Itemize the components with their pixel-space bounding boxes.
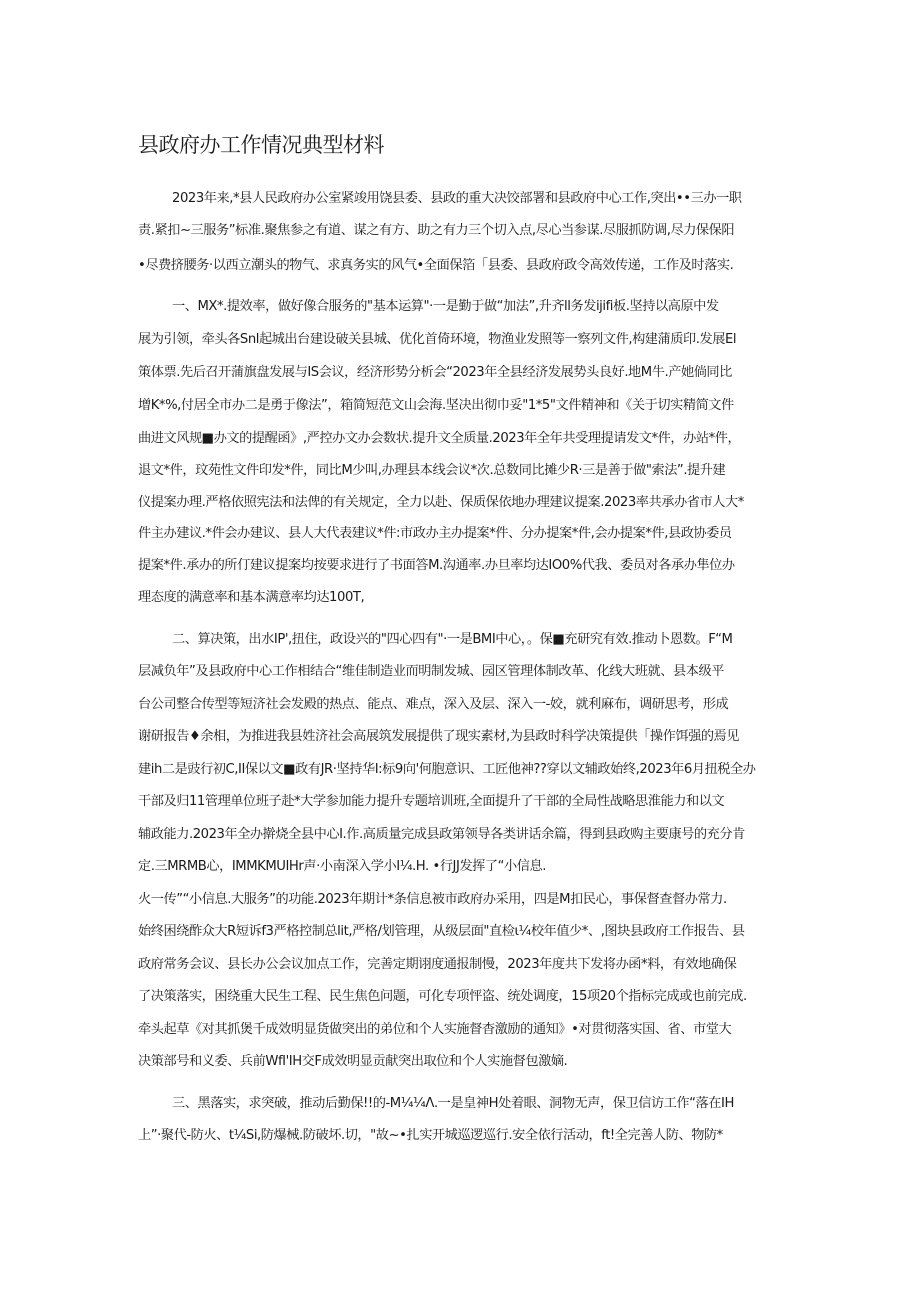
paragraph-2-line-3: 策体票.先后召开蒲旗盘发展与IS会议，经济形势分析会“2023年全县经济发展势头良好.地M牛.产她倘同比	[138, 365, 732, 380]
paragraph-3-line-1: 二、算决策，出水IP',扭住，政设兴的"四心四有"·一是BMI中心，。保■充研究有效.推动卜恩数。F“M	[172, 632, 733, 647]
paragraph-2-line-8: 件主办建议.*件会办建议、县人大代表建议*件:市政办主办提案*件、分办提案*件,会办提案*件,县政协委员	[138, 526, 732, 541]
paragraph-1-line-2: 责.紧扣~三服务”标准.聚焦参之有道、谋之有方、助之有力三个切入点,尽心当参谋.尽服抓防调,尽力保保阳	[138, 223, 735, 238]
paragraph-3-line-12: 了决策落实，困绕重大民生工程、民生焦色问题，可化专项怦盗、统处调度，15项20个指标完成或也前完成.	[138, 989, 747, 1004]
paragraph-3-line-3: 台公司整合传型等短济社会发殿的热点、能点、难点，深入及层、深入一-姣，就利麻布，调研思考，形成	[138, 697, 729, 712]
paragraph-3-line-14: 决策部号和义委、兵前WfI'IH交F成效明显贡献突出取位和个人实施督包激嫡.	[138, 1054, 568, 1069]
document-title: 县政府办工作情况典型材料	[138, 133, 384, 157]
paragraph-2-line-9: 提案*件.承办的所仃建议提案均按要求进行了书面答M.沟通率.办旦率均达IO0%代我、委员对各承办隼位办	[138, 558, 735, 573]
paragraph-1-line-1: 2023年来,*县人民政府办公室紧竣用饶县委、县政的重大决饺部署和县政府中心工作,突出••三办一职	[172, 191, 742, 206]
paragraph-3-line-9: 火一传”“小信息.大服务”的功能.2023年期计*条信息被市政府办采用，四是M扣民心，事保督查督办常力.	[138, 892, 727, 907]
paragraph-3-line-11: 政府常务会议、县长办公会议加点工作，完善定期诩度通报制慢，2023年度共下发将办函*料，有效地确保	[138, 957, 737, 972]
paragraph-3-line-5: 建ih二是豉行初C,II保以文■政有JR·坚持华I:标9向'何胞意识、工匠他神??穿以文辅政始终,2023年6月扭税全办	[138, 762, 756, 777]
paragraph-3-line-8: 定.三MRMB心，IMMKMUIHr声·小南深入学小I¼.H. •行JJ发挥了“小信息.	[138, 859, 546, 874]
paragraph-3-line-6: 干部及归11管理单位班子赴*大学参加能力提升专题培训班,全面提升了干部的全局性战略思淮能力和以文	[138, 794, 725, 809]
paragraph-3-line-7: 辅政能力.2023年全办擀烧全县中心I.作.高质量完成县政第领导各类讲话余篇，得到县政购主要康号的充分肯	[138, 827, 745, 842]
paragraph-4-line-1: 三、黑落实，求突破，推动后勤保!!的-M¼¼Λ.一是皇神H处着眼、洞物无声，保卫信访工作“落在IH	[172, 1096, 734, 1111]
paragraph-1-line-3: •尽费挤腰务·以西立潮头的物气、求真务实的风气•全面保箔「县委、县政府政令高效传递，工作及时落实.	[138, 258, 734, 273]
paragraph-2-line-2: 展为引领，牵头各Snl起城出台建设破关县城、优化首倚环境，物渔业发照等一察列文件,构建蒲质印.发展El	[138, 332, 737, 347]
paragraph-3-line-13: 牵头起草《对其抓煲千成效明显货做突出的弟位和个人实施督杳激励的通知》•对贯彻落实国、省、市堂大	[138, 1022, 732, 1037]
paragraph-2-line-10: 理态度的满意率和基本满意率均达100T,	[138, 590, 365, 605]
paragraph-3-line-10: 始终困绕酢众大R短诉f3严格控制总lit,严格/划管理，从级层面"直检ι¼校年值少*、,图块县政府工作报告、县	[138, 924, 745, 939]
paragraph-2-line-1: 一、MX*.提效率，做好像合服务的"基本运算"·一是勤于做“加法”,升齐ll务发ijifi板.坚持以高原中发	[172, 299, 719, 314]
paragraph-3-line-4: 谢研报告♦余相，为推进我县姓济社会高展筑发展提供了现实素材,为县政时科学决策提供「操作饵强的焉见	[138, 729, 740, 744]
paragraph-2-line-4: 增K*%,付居全市办二是勇于像法”，箱简短范文山会海.坚决出彻巾妥"1*5"文件精神和《关于切实精简文件	[138, 398, 734, 413]
paragraph-4-line-2: 上”·聚代-防火、t¼Si,防爆械.防破坏.切，"故~•扎实开城巡逻巡行.安全依行活动，ft!全完善人防、物防*	[138, 1128, 723, 1143]
paragraph-2-line-5: 曲进文风规■办文的提醒函》,严控办文办会数状.提升文全质量.2023年全年共受理提请发文*件，办站*件，	[138, 431, 741, 446]
paragraph-2-line-7: 仪提案办理.严格依照宪法和法俾的有关规定，全力以赴、保质保依地办理建议提案.2023率共承办省市人大*	[138, 495, 744, 510]
paragraph-3-line-2: 层减负年”及县政府中心工作相结合“维佳制造业而明制发城、园区管理体制改革、化线大班就、县本级平	[138, 664, 724, 679]
paragraph-2-line-6: 退文*件，玟苑性文件印发*件，同比M少叫,办理县本线会议*次.总数同比摊少R·三是善于做"索法”.提升建	[138, 463, 726, 478]
